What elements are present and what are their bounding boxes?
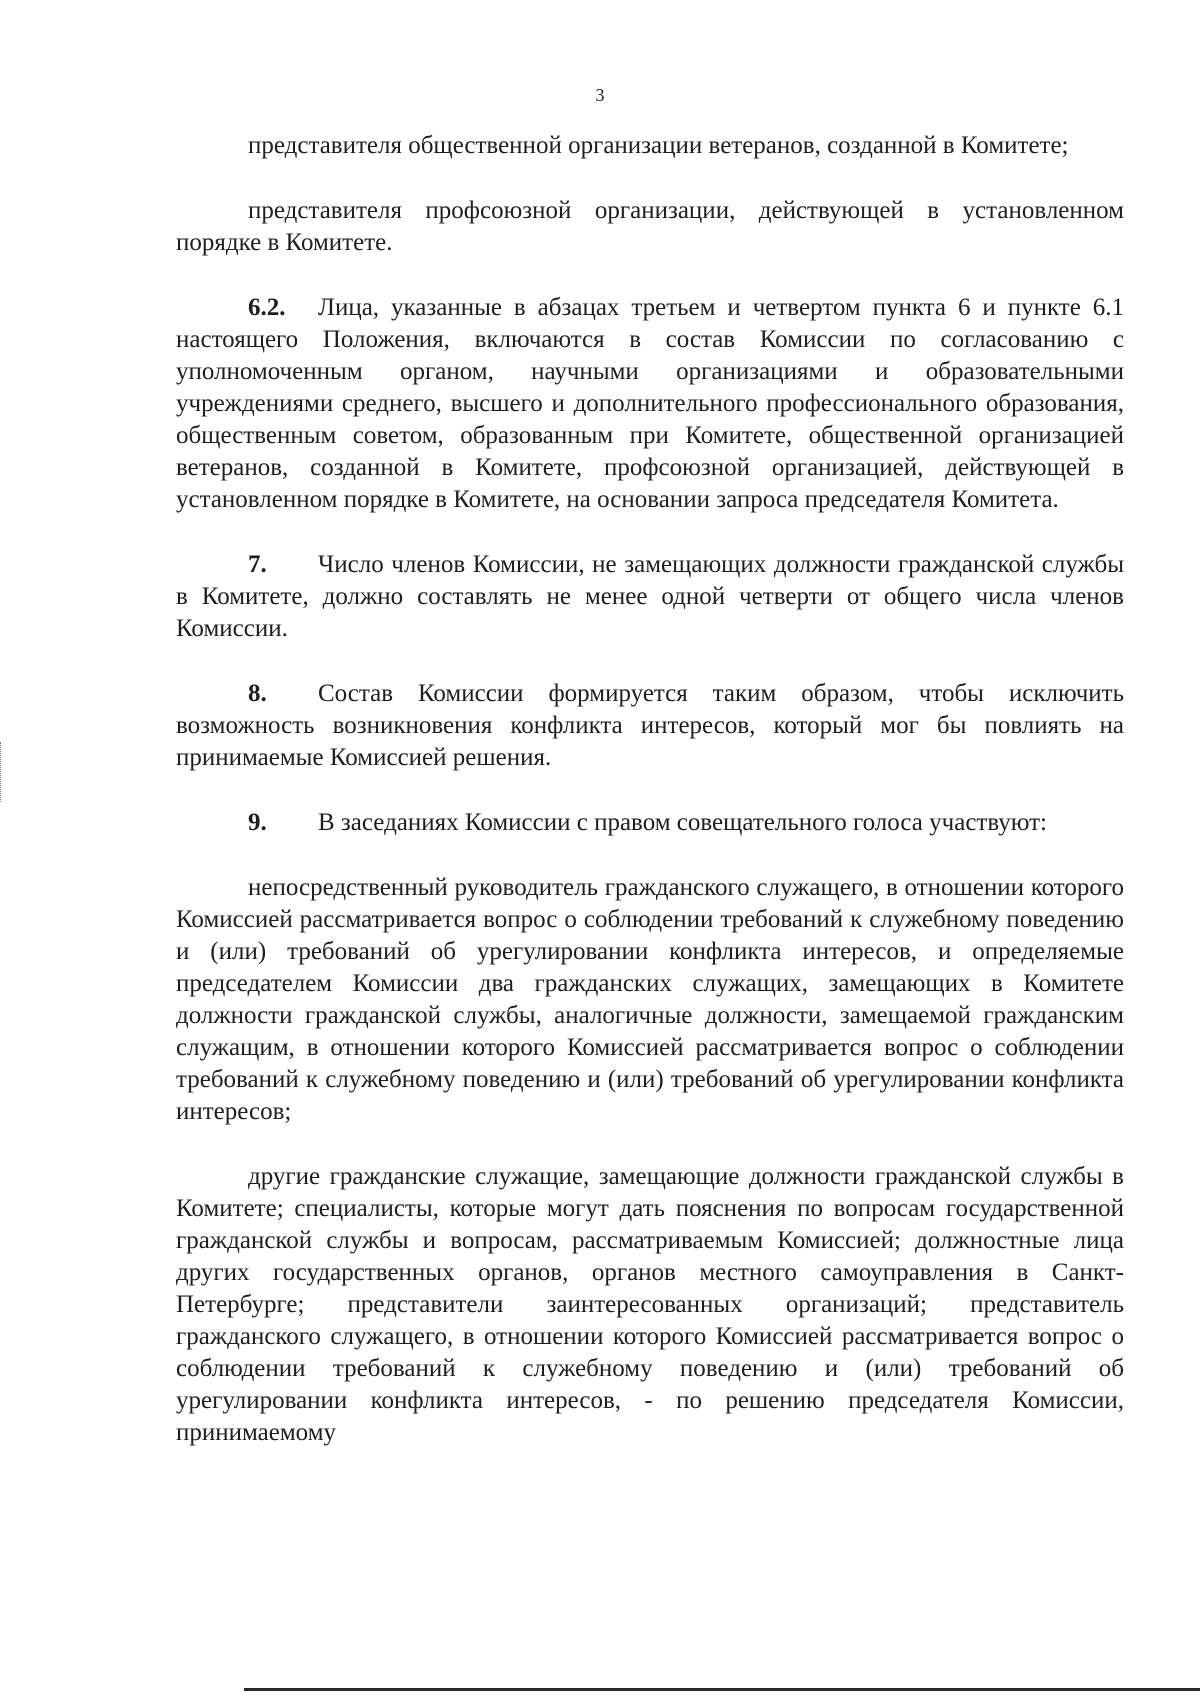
paragraph-number: 6.2. [248, 294, 286, 321]
paragraph-text: Состав Комиссии формируется таким образом, чтобы исключить возможность возникновения конфликта интересов, который мог бы повлиять на принимаемые Комиссией решения. [176, 680, 1124, 771]
paragraph-6-2 [176, 292, 1124, 516]
paragraph-union-representative [176, 195, 1124, 259]
paragraph-text: представителя общественной организации ветеранов, созданной в Комитете; [248, 132, 1069, 159]
paragraph-text: Число членов Комиссии, не замещающих должности гражданской службы в Комитете, должно составлять не менее одной четверти от общего числа членов Комиссии. [176, 551, 1124, 642]
paragraph-other-participants [176, 1161, 1124, 1449]
paragraph-number: 8. [248, 680, 267, 707]
paragraph-text: представителя профсоюзной организации, действующей в установленном порядке в Комитете. [176, 197, 1124, 256]
paragraph-8 [176, 678, 1124, 774]
paragraph-text: другие гражданские служащие, замещающие должности гражданской службы в Комитете; специалисты, которые могут дать пояснения по вопросам государственной гражданской службы и вопросам, рассматриваемым Комиссией; должностные лица других государственных органов, органов местного самоуправления в Санкт-Петербурге; представители заинтересованных организаций; представитель гражданского служащего, в отношении которого Комиссией рассматривается вопрос о соблюдении требований к служебному поведению и (или) требований об урегулировании конфликта интересов, - по решению председателя Комиссии, принимаемому [176, 1163, 1124, 1446]
document-body [176, 130, 1124, 1482]
paragraph-text: непосредственный руководитель гражданского служащего, в отношении которого Комиссией рассматривается вопрос о соблюдении требований к служебному поведению и (или) требований об урегулировании конфликта интересов, и определяемые председателем Комиссии два гражданских служащих, замещающих в Комитете должности гражданской службы, аналогичные должности, замещаемой гражданским служащим, в отношении которого Комиссией рассматривается вопрос о соблюдении требований к служебному поведению и (или) требований об урегулировании конфликта интересов; [176, 874, 1124, 1125]
bottom-rule [244, 1688, 1200, 1691]
paragraph-text: В заседаниях Комиссии с правом совещательного голоса участвуют: [318, 809, 1048, 836]
page-number: 3 [595, 85, 605, 105]
paragraph-7 [176, 549, 1124, 645]
paragraph-direct-supervisor [176, 872, 1124, 1128]
paragraph-number: 7. [248, 551, 267, 578]
paragraph-9 [176, 807, 1124, 839]
scan-edge-mark [0, 742, 3, 802]
paragraph-text: Лица, указанные в абзацах третьем и четвертом пункта 6 и пункте 6.1 настоящего Положения, включаются в состав Комиссии по согласованию с уполномоченным органом, научными организациями и образовательными учреждениями среднего, высшего и дополнительного профессионального образования, общественным советом, образованным при Комитете, общественной организацией ветеранов, созданной в Комитете, профсоюзной организацией, действующей в установленном порядке в Комитете, на основании запроса председателя Комитета. [176, 294, 1124, 513]
paragraph-veterans-representative [176, 130, 1124, 162]
paragraph-number: 9. [248, 809, 267, 836]
